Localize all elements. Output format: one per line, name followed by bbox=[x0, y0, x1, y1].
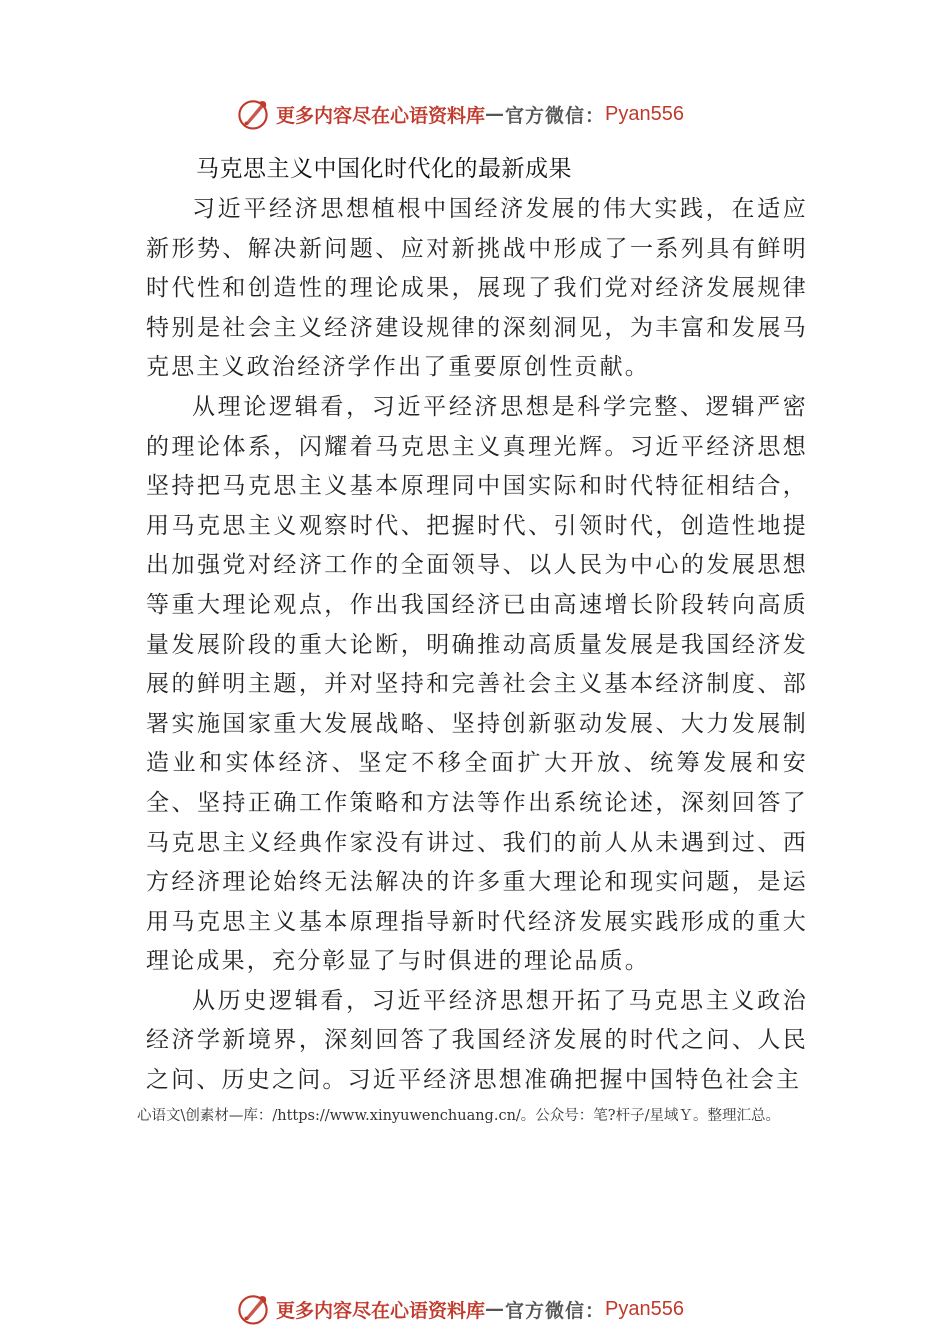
quill-pen-circle-logo-icon bbox=[236, 1292, 270, 1326]
document-title: 马克思主义中国化时代化的最新成果 bbox=[196, 156, 572, 182]
body-paragraph: 从历史逻辑看，习近平经济思想开拓了马克思主义政治经济学新境界，深刻回答了我国经济发展的时代之问、人民之问、历史之问。习近平经济思想准确把握中国特色社会主 bbox=[146, 987, 808, 1094]
header-banner bbox=[236, 96, 736, 132]
banner-site-name: 更多内容尽在心语资料库 bbox=[276, 1299, 486, 1322]
banner-dash: — bbox=[485, 103, 506, 125]
source-note: 心语文\创素材—库：/https://www.xinyuwenchuang.cn/。公众号：笔?杆子/星域Ｙ。整理汇总。 bbox=[137, 1108, 780, 1124]
banner-site-name: 更多内容尽在心语资料库 bbox=[276, 104, 486, 127]
banner-wechat-id: Pyan556 bbox=[605, 1297, 684, 1320]
body-paragraph: 从理论逻辑看，习近平经济思想是科学完整、逻辑严密的理论体系，闪耀着马克思主义真理光辉。习近平经济思想坚持把马克思主义基本原理同中国实际和时代特征相结合， 用马克思主义观察时代、把握时代、引领时代，创造性地提出加强党对经济工作的全面领导、以人民为中心的发展思想等重大理论观点，作出我国经济已由高速增长阶段转向高质量发展阶段的重大论断，明确推动高质量发展是我国经济发展的鲜明主题，并对坚持和完善社会主义基本经济制度、部署实施国家重大发展战略、坚持创新驱动发展、大力发展制造业和实体经济、坚定不移全面扩大开放、统筹发展和安全、坚持正确工作策略和方法等作出系统论述，深刻回答了马克思主义经典作家没有讲过、我们的前人从未遇到过、西方经济理论始终无法解决的许多重大理论和现实问题，是运用马克思主义基本原理指导新时代经济发展实践形成的重大理论成果，充分彰显了与时俱进的理论品质。 bbox=[146, 393, 808, 975]
footer-banner bbox=[236, 1291, 736, 1327]
banner-wechat-label: 官方微信： bbox=[505, 1299, 606, 1322]
banner-dash: — bbox=[485, 1298, 506, 1320]
quill-pen-circle-logo-icon bbox=[236, 97, 270, 131]
banner-wechat-label: 官方微信： bbox=[505, 104, 606, 127]
document-body bbox=[146, 190, 808, 1101]
body-paragraph: 习近平经济思想植根中国经济发展的伟大实践，在适应新形势、解决新问题、应对新挑战中形成了一系列具有鲜明时代性和创造性的理论成果，展现了我们党对经济发展规律特别是社会主义经济建设规律的深刻洞见，为丰富和发展马克思主义政治经济学作出了重要原创性贡献。 bbox=[146, 196, 808, 381]
banner-wechat-id: Pyan556 bbox=[605, 102, 684, 125]
